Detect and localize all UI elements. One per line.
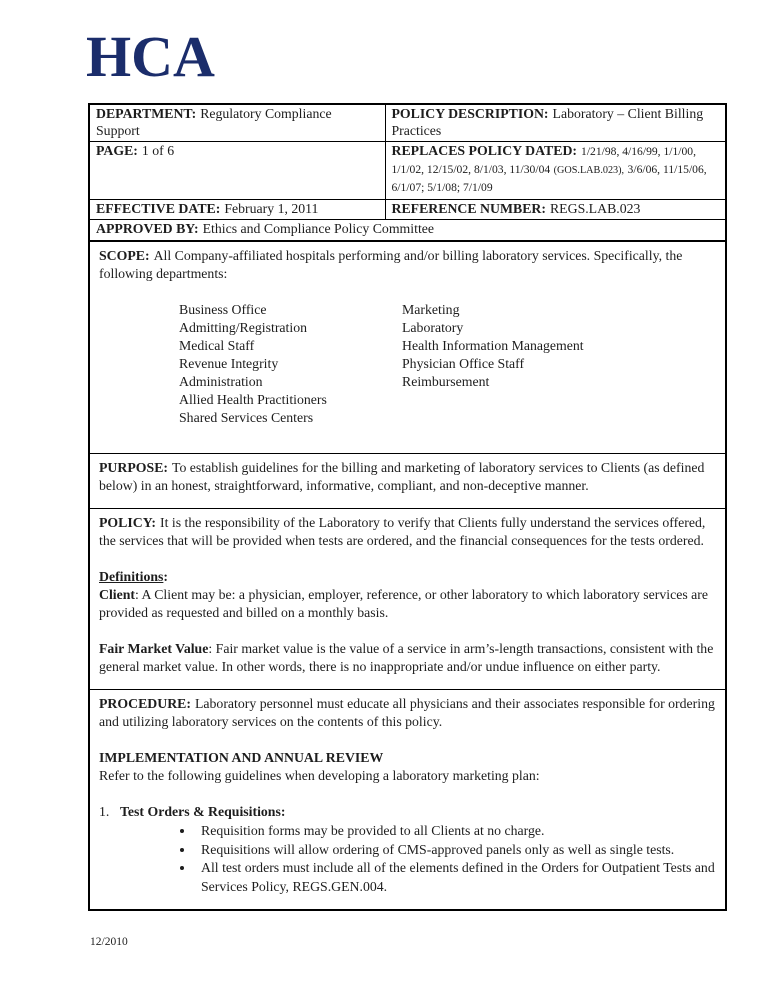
policy-content-box (88, 240, 727, 911)
bullet-list (99, 822, 716, 896)
hca-logo: HCA (86, 24, 215, 89)
list-item: Business Office (179, 302, 267, 317)
department-columns (99, 301, 716, 427)
list-item: Laboratory (402, 320, 464, 335)
reference-number-value: REGS.LAB.023 (549, 200, 641, 216)
page-cell (89, 142, 385, 200)
policy-description-cell (385, 104, 726, 142)
policy-section (90, 508, 725, 689)
procedure-paragraph (99, 695, 716, 731)
fair-market-value-text: : Fair market value is the value of a service in arm’s-length transactions, consistent with the general market value. In other words, there is no inappropriate and/or undue influence on either party. (99, 641, 714, 674)
procedure-label: PROCEDURE: (99, 696, 191, 711)
procedure-text: Laboratory personnel must educate all physicians and their associates responsible for ordering and utilizing laboratory services on the contents of this policy. (99, 696, 715, 729)
approved-by-cell (89, 220, 726, 241)
bullet-item: • Requisitions will allow ordering of CMS-approved panels only as well as single tests. (195, 841, 716, 860)
department-cell (89, 104, 385, 142)
list-item: Revenue Integrity (179, 356, 279, 371)
list-item: Admitting/Registration (179, 320, 307, 335)
scope-text: All Company-affiliated hospitals performing and/or billing laboratory services. Specifically, the following departments: (99, 248, 683, 281)
client-text: : A Client may be: a physician, employer, reference, or other laboratory to which laboratory services are provided as requested and billed on a monthly basis. (99, 587, 708, 620)
scope-label: SCOPE: (99, 248, 150, 263)
client-definition (99, 586, 716, 622)
department-label: DEPARTMENT: (96, 106, 197, 121)
purpose-label: PURPOSE: (99, 460, 168, 475)
list-item: Administration (179, 374, 263, 389)
department-value: Regulatory Compliance Support (96, 106, 332, 138)
implementation-text: Refer to the following guidelines when developing a laboratory marketing plan: (99, 768, 540, 783)
bullet-item: • All test orders must include all of the elements defined in the Orders for Outpatient Tests and Services Policy, REGS.GEN.004. (195, 859, 716, 896)
numbered-item (99, 803, 716, 821)
approved-by-label: APPROVED BY: (96, 221, 199, 236)
fair-market-value-definition (99, 640, 716, 676)
policy-text: It is the responsibility of the Laboratory to verify that Clients fully understand the services offered, the services that will be provided when tests are ordered, and the financial consequences for the tests ordered. (99, 515, 706, 548)
reference-number-label: REFERENCE NUMBER: (391, 200, 546, 216)
policy-label: POLICY: (99, 515, 156, 530)
reference-number-cell (385, 199, 726, 220)
fair-market-value-term: Fair Market Value (99, 641, 209, 656)
procedure-section (90, 689, 725, 909)
policy-paragraph (99, 514, 716, 550)
list-item: Health Information Management (402, 338, 584, 353)
list-item: Reimbursement (402, 374, 490, 389)
list-item: Medical Staff (179, 338, 255, 353)
definitions-heading: Definitions: (99, 569, 168, 584)
department-list-right (402, 301, 584, 427)
department-list-left (179, 301, 402, 427)
replaces-dates-1: 1/21/98, 4/16/99, 1/1/00, 1/1/02, 12/15/02, 8/1/03, 11/30/04 (391, 145, 696, 176)
replaces-parenthetical: (GOS.LAB.023), (553, 164, 625, 176)
page-value: 1 of 6 (141, 143, 175, 158)
purpose-text: To establish guidelines for the billing and marketing of laboratory services to Clients (as defined below) in an honest, straightforward, informative, compliant, and non-deceptive manner. (99, 460, 705, 493)
replaces-dates-2: 3/6/06, 11/15/06, 6/1/07; 5/1/08; 7/1/09 (391, 162, 707, 194)
scope-paragraph (99, 247, 716, 283)
list-item: Marketing (402, 302, 460, 317)
effective-date-cell (89, 199, 385, 220)
page-label: PAGE: (96, 143, 138, 158)
list-item: Allied Health Practitioners (179, 392, 327, 407)
approved-by-value: Ethics and Compliance Policy Committee (202, 221, 435, 236)
page-footer-date: 12/2010 (90, 936, 128, 948)
list-item: Physician Office Staff (402, 356, 525, 371)
purpose-paragraph (99, 459, 716, 495)
implementation-heading: IMPLEMENTATION AND ANNUAL REVIEW (99, 750, 384, 765)
replaces-policy-label: REPLACES POLICY DATED: (391, 143, 578, 158)
numbered-item-number: 1. (99, 804, 110, 819)
client-term: Client (99, 587, 136, 602)
scope-section (90, 242, 725, 453)
policy-description-label: POLICY DESCRIPTION: (391, 106, 549, 121)
replaces-policy-cell (385, 142, 726, 200)
header-table (88, 103, 727, 242)
numbered-item-heading: Test Orders & Requisitions: (120, 804, 286, 819)
purpose-section (90, 453, 725, 508)
effective-date-label: EFFECTIVE DATE: (96, 200, 221, 216)
effective-date-value: February 1, 2011 (224, 200, 319, 216)
policy-description-value: Laboratory – Client Billing Practices (391, 106, 704, 138)
list-item: Shared Services Centers (179, 410, 314, 425)
bullet-item: • Requisition forms may be provided to all Clients at no charge. (195, 822, 716, 841)
